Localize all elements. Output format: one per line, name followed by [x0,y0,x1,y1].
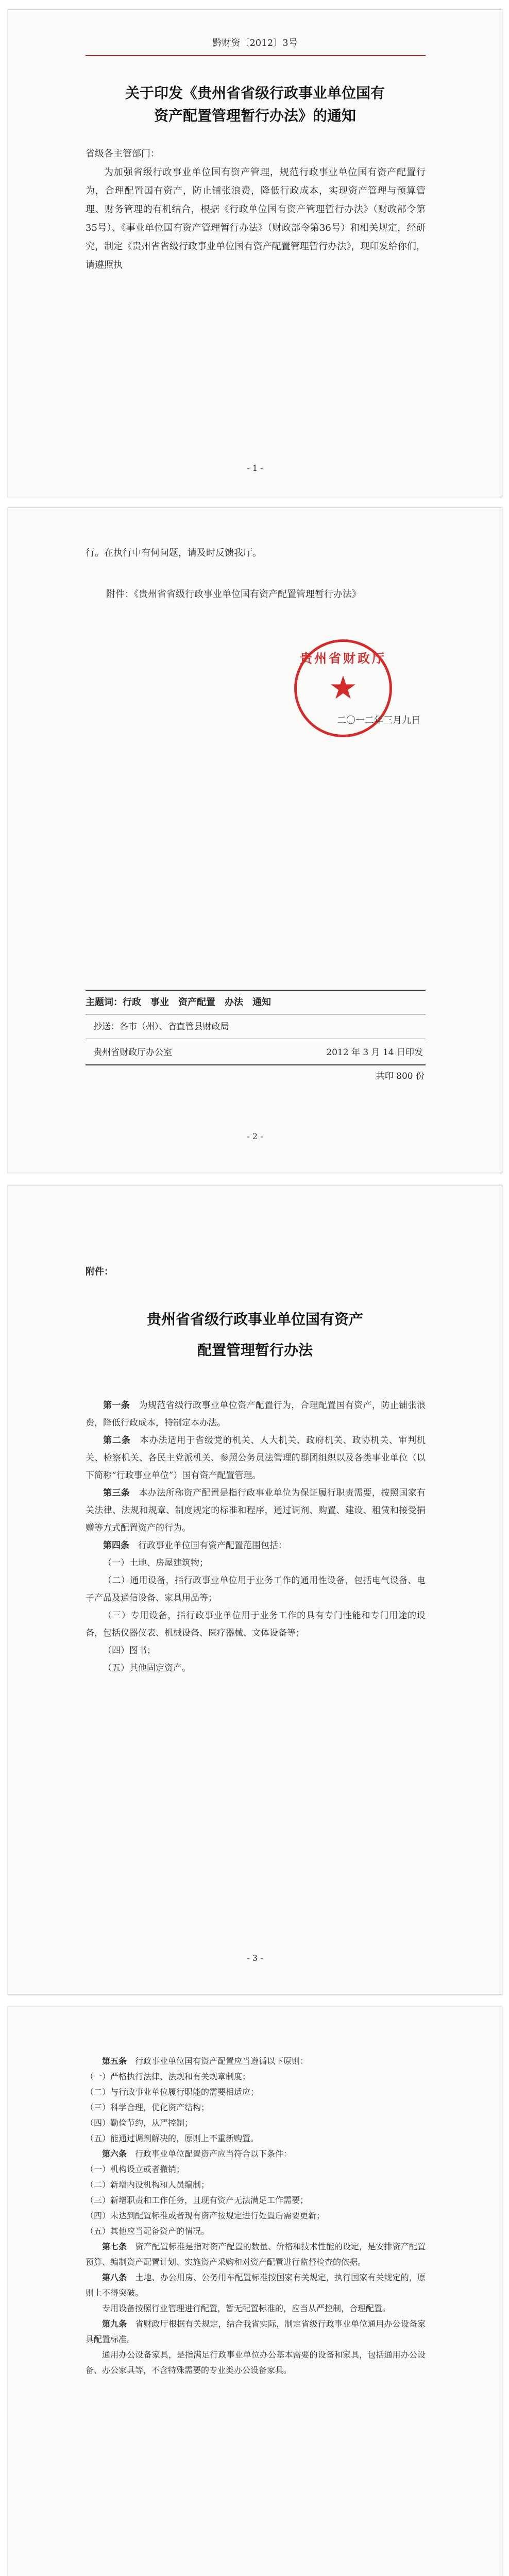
article-9-paragraph: 通用办公设备家具，是指满足行政事业单位办公基本需要的设备和家具，包括通用办公设备、办公家具等，不含特殊需要的专业类办公设备家具。 [86,2350,426,2375]
article-label: 第一条 [103,1400,130,1411]
article-text: 行政事业单位国有资产配置应当遵循以下原则： [135,2056,309,2066]
notice-title [8,82,502,127]
article-1 [86,1397,426,1432]
article-text: 资产配置标准是指对资产配置的数量、价格和技术性能的设定，是安排资产配置预算、编制资产配置计划、实施资产采购和对资产配置进行监督检查的依据。 [86,2242,426,2267]
list-item: （四）图书； [103,1646,156,1656]
attachment-note [106,585,415,604]
list-item: （二）与行政事业单位履行职能的需要相适应； [86,2087,259,2097]
article-label: 第七条 [102,2242,127,2251]
list-item: （三）科学合理，优化资产结构； [86,2103,210,2112]
copies-count: 共印 800 份 [376,1071,425,1081]
issuer-office: 贵州省财政厅办公室 [93,1047,172,1058]
measures-title [8,1304,502,1366]
article-5 [86,2054,426,2069]
document-page-2 [8,507,502,1173]
list-item: （五）能通过调剂解决的，原则上不重新购置。 [86,2133,259,2143]
article-3 [86,1484,426,1537]
article-label: 第三条 [103,1488,130,1498]
article-9 [86,2316,426,2347]
article-label: 第二条 [103,1435,131,1446]
list-item: （四）勤俭节约，从严控制； [86,2118,193,2128]
article-label: 第六条 [102,2149,127,2159]
article-text: 为规范省级行政事业单位资产配置行为，合理配置国有资产，防止铺张浪费，降低行政成本，特制定本办法。 [86,1400,426,1428]
article-text: 省财政厅根据有关规定，结合我省实际，制定省级行政事业单位通用办公设备家具配置标准。 [86,2319,426,2344]
page-number: - 3 - [247,1953,263,1963]
article-text: 土地、办公用房、公务用车配置标准按国家有关规定，执行国家有关规定的，原则上不得突破。 [86,2273,426,2298]
article-text: 本办法适用于省级党的机关、人大机关、政府机关、政协机关、审判机关、检察机关、各民主党派机关、参照公务员法管理的群团组织以及各类事业单位（以下简称“行政事业单位”）国有资产配置管理。 [86,1435,426,1481]
divider [86,990,426,991]
notice-body [86,145,426,275]
seal-lettering: 贵州省财政厅 [300,651,386,666]
notice-paragraph-end: 行。在执行中有何问题，请及时反馈我厅。 [86,548,262,558]
list-item: （三）专用设备，指行政事业单位用于业务工作的具有专门性能和专门用途的设备，包括仪器仪表、机械设备、医疗器械、文体设备等； [86,1611,426,1638]
article-text: 行政事业单位配置资产应当符合以下条件： [135,2149,292,2159]
article-label: 第八条 [102,2273,127,2282]
article-2 [86,1432,426,1484]
attachment-text: 附件：《贵州省省级行政事业单位国有资产配置管理暂行办法》 [106,589,361,600]
copy-to: 抄送：各市（州）、省直管县财政局 [93,1022,229,1032]
list-item: （三）新增职责和工作任务，且现有资产无法满足工作需要； [86,2195,309,2205]
measures-body [86,1397,426,1677]
document-page-1 [8,9,502,497]
addressee: 省级各主管部门： [86,148,160,159]
article-text: 行政事业单位国有资产配置范围包括： [138,1540,287,1551]
document-page-4 [8,2007,502,2576]
subject-keywords: 主题词：行政 事业 资产配置 办法 通知 [86,997,271,1008]
signing-date-block [276,711,420,730]
list-item: （一）土地、房屋建筑物； [103,1558,208,1568]
list-item: （五）其他固定资产。 [103,1663,191,1673]
document-number: 黔财资〔2012〕3号 [212,38,298,48]
measures-title-line-1: 贵州省省级行政事业单位国有资产 [146,1311,363,1328]
star-icon: ★ [329,669,358,706]
article-text: 本办法所称资产配置是指行政事业单位为保证履行职责需要，按照国家有关法律、法规和规章、制度规定的标准和程序，通过调剂、购置、建设、租赁和接受捐赠等方式配置资产的行为。 [86,1488,426,1533]
document-page-3 [8,1185,502,1995]
list-item: （一）严格执行法律、法规和有关规章制度； [86,2072,251,2081]
page-number: - 1 - [247,463,263,473]
notice-paragraph: 为加强省级行政事业单位国有资产管理，规范行政事业单位国有资产配置行为，合理配置国有资产，防止铺张浪费，降低行政成本，实现资产管理与预算管理、财务管理的有机结合，根据《行政单位国有资产管理暂行办法》（财政部令第35号）、《事业单位国有资产管理暂行办法》（财政部令第36号）和相关规定，经研究，制定《贵州省省级行政事业单位国有资产配置管理暂行办法》，现印发给你们，请遵照执 [86,167,426,270]
notice-body-continued [86,544,426,563]
list-item: （二）通用设备，指行政事业单位用于业务工作的通用性设备，包括电气设备、电子产品及通信设备、家具用品等； [86,1575,426,1603]
page-number: - 2 - [247,1131,263,1141]
list-item: （五）其他应当配备资产的情况。 [86,2226,210,2236]
issuer-row [93,1045,423,1058]
signing-date: 二〇一二年三月九日 [337,715,420,726]
article-4 [86,1537,426,1554]
article-8 [86,2270,426,2301]
list-item: （二）新增内设机构和人员编制； [86,2180,210,2190]
list-item: （四）未达到配置标准或者现有资产按规定进行处置后需要更新； [86,2211,325,2221]
issue-date: 2012 年 3 月 14 日印发 [326,1047,423,1058]
notice-title-line-1: 关于印发《贵州省省级行政事业单位国有 [125,84,385,101]
divider [86,1064,426,1065]
article-label: 第四条 [103,1540,129,1551]
measures-title-line-2: 配置管理暂行办法 [197,1342,313,1359]
red-header-rule [86,55,426,56]
list-item: （一）机构设立或者撤销； [86,2164,185,2174]
article-label: 第五条 [102,2056,127,2066]
article-6 [86,2146,426,2162]
notice-title-line-2: 资产配置管理暂行办法》的通知 [154,107,356,124]
attachment-label: 附件： [86,1266,113,1277]
article-label: 第九条 [102,2319,127,2329]
article-7 [86,2239,426,2270]
article-8-paragraph: 专用设备按照行业管理进行配置，暂无配置标准的，应当从严控制，合理配置。 [102,2303,391,2313]
measures-body-continued [86,2054,426,2378]
